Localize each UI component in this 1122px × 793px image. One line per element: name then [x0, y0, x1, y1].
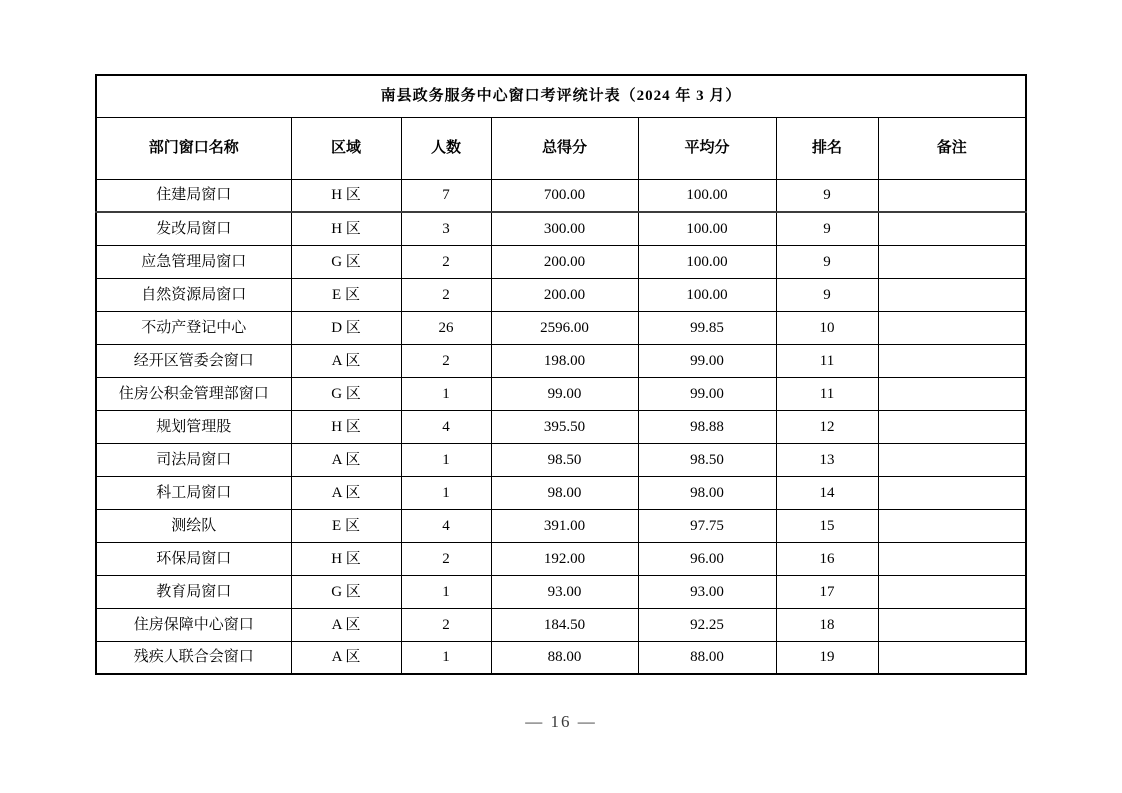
table-cell: A 区 — [291, 344, 401, 377]
table-row — [96, 212, 1026, 245]
table-cell — [878, 311, 1026, 344]
table-cell: 100.00 — [638, 278, 776, 311]
column-header: 总得分 — [491, 117, 638, 179]
column-header: 排名 — [776, 117, 878, 179]
table-cell: 1 — [401, 443, 491, 476]
table-cell: H 区 — [291, 542, 401, 575]
table-cell: 17 — [776, 575, 878, 608]
table-cell: 科工局窗口 — [96, 476, 291, 509]
table-row — [96, 575, 1026, 608]
table-cell: 395.50 — [491, 410, 638, 443]
table-cell: 99.00 — [638, 377, 776, 410]
table-cell: 自然资源局窗口 — [96, 278, 291, 311]
column-header: 平均分 — [638, 117, 776, 179]
table-cell: D 区 — [291, 311, 401, 344]
table-cell: 19 — [776, 641, 878, 674]
table-cell: 1 — [401, 641, 491, 674]
table-cell: 经开区管委会窗口 — [96, 344, 291, 377]
table-cell: 93.00 — [638, 575, 776, 608]
table-row — [96, 278, 1026, 311]
table-cell: 住房公积金管理部窗口 — [96, 377, 291, 410]
table-row — [96, 344, 1026, 377]
table-cell — [878, 377, 1026, 410]
table-cell: 残疾人联合会窗口 — [96, 641, 291, 674]
table-cell: 应急管理局窗口 — [96, 245, 291, 278]
table-row — [96, 509, 1026, 542]
table-row — [96, 245, 1026, 278]
table-cell: 发改局窗口 — [96, 212, 291, 245]
table-row — [96, 443, 1026, 476]
table-cell: 96.00 — [638, 542, 776, 575]
table-row — [96, 179, 1026, 212]
table-cell: 4 — [401, 410, 491, 443]
table-cell: A 区 — [291, 443, 401, 476]
table-cell: 18 — [776, 608, 878, 641]
table-cell: 4 — [401, 509, 491, 542]
table-cell: 住房保障中心窗口 — [96, 608, 291, 641]
table-cell: 98.50 — [638, 443, 776, 476]
table-cell: 97.75 — [638, 509, 776, 542]
title-row — [96, 75, 1026, 117]
table-cell: 7 — [401, 179, 491, 212]
table-cell — [878, 608, 1026, 641]
page-number: — 16 — — [525, 712, 597, 731]
table-cell: 2 — [401, 344, 491, 377]
table-cell: 391.00 — [491, 509, 638, 542]
table-cell: 26 — [401, 311, 491, 344]
table-cell: 住建局窗口 — [96, 179, 291, 212]
table-cell: 1 — [401, 575, 491, 608]
table-cell — [878, 443, 1026, 476]
table-cell: 192.00 — [491, 542, 638, 575]
table-cell: 99.00 — [491, 377, 638, 410]
table-row — [96, 608, 1026, 641]
table-cell: G 区 — [291, 377, 401, 410]
table-cell: 13 — [776, 443, 878, 476]
table-body — [96, 179, 1026, 674]
table-cell — [878, 410, 1026, 443]
table-cell: 不动产登记中心 — [96, 311, 291, 344]
table-cell: 100.00 — [638, 179, 776, 212]
table-cell: H 区 — [291, 212, 401, 245]
table-cell: 200.00 — [491, 278, 638, 311]
table-cell — [878, 179, 1026, 212]
table-cell: 2 — [401, 278, 491, 311]
table-cell: 1 — [401, 377, 491, 410]
table-cell: 100.00 — [638, 245, 776, 278]
table-cell: 99.00 — [638, 344, 776, 377]
table-row — [96, 476, 1026, 509]
table-cell: 300.00 — [491, 212, 638, 245]
table-cell: A 区 — [291, 641, 401, 674]
table-cell: 9 — [776, 212, 878, 245]
header-row — [96, 117, 1026, 179]
table-cell: 93.00 — [491, 575, 638, 608]
table-cell — [878, 476, 1026, 509]
table-cell: G 区 — [291, 575, 401, 608]
table-cell — [878, 344, 1026, 377]
table-cell — [878, 542, 1026, 575]
table-cell: 198.00 — [491, 344, 638, 377]
table-cell: H 区 — [291, 410, 401, 443]
table-cell: 99.85 — [638, 311, 776, 344]
column-header: 区域 — [291, 117, 401, 179]
table-cell: E 区 — [291, 509, 401, 542]
column-header: 部门窗口名称 — [96, 117, 291, 179]
table-cell: 教育局窗口 — [96, 575, 291, 608]
column-header: 人数 — [401, 117, 491, 179]
table-cell: 9 — [776, 179, 878, 212]
table-cell: 10 — [776, 311, 878, 344]
table-row — [96, 641, 1026, 674]
table-cell: 200.00 — [491, 245, 638, 278]
table-cell — [878, 278, 1026, 311]
table-cell: H 区 — [291, 179, 401, 212]
table-cell: 92.25 — [638, 608, 776, 641]
table-cell: 2 — [401, 608, 491, 641]
table-cell — [878, 212, 1026, 245]
table-cell: 98.50 — [491, 443, 638, 476]
table-cell: 11 — [776, 344, 878, 377]
table-row — [96, 311, 1026, 344]
table-cell: 98.00 — [491, 476, 638, 509]
table-row — [96, 410, 1026, 443]
table-row — [96, 542, 1026, 575]
table-cell: 3 — [401, 212, 491, 245]
table-cell: 测绘队 — [96, 509, 291, 542]
table-cell: G 区 — [291, 245, 401, 278]
table-cell: 2 — [401, 542, 491, 575]
table-cell: 司法局窗口 — [96, 443, 291, 476]
table-cell: 700.00 — [491, 179, 638, 212]
table-cell: 规划管理股 — [96, 410, 291, 443]
table-cell: 88.00 — [638, 641, 776, 674]
column-header: 备注 — [878, 117, 1026, 179]
table-cell — [878, 509, 1026, 542]
table-cell: 2 — [401, 245, 491, 278]
table-cell: 98.88 — [638, 410, 776, 443]
table-cell: 14 — [776, 476, 878, 509]
table-cell: 98.00 — [638, 476, 776, 509]
table-cell: A 区 — [291, 608, 401, 641]
table-cell: 15 — [776, 509, 878, 542]
table-cell — [878, 245, 1026, 278]
table-cell: 12 — [776, 410, 878, 443]
table-cell: 1 — [401, 476, 491, 509]
table-cell: A 区 — [291, 476, 401, 509]
table-row — [96, 377, 1026, 410]
table-cell: 2596.00 — [491, 311, 638, 344]
table-cell: E 区 — [291, 278, 401, 311]
table-cell: 100.00 — [638, 212, 776, 245]
table-cell: 11 — [776, 377, 878, 410]
table-cell: 88.00 — [491, 641, 638, 674]
evaluation-table — [95, 74, 1027, 675]
table-cell: 184.50 — [491, 608, 638, 641]
table-cell: 16 — [776, 542, 878, 575]
table-title: 南县政务服务中心窗口考评统计表（2024 年 3 月） — [96, 75, 1026, 117]
table-cell: 9 — [776, 245, 878, 278]
table-cell: 9 — [776, 278, 878, 311]
table-cell — [878, 641, 1026, 674]
table-cell — [878, 575, 1026, 608]
table-cell: 环保局窗口 — [96, 542, 291, 575]
